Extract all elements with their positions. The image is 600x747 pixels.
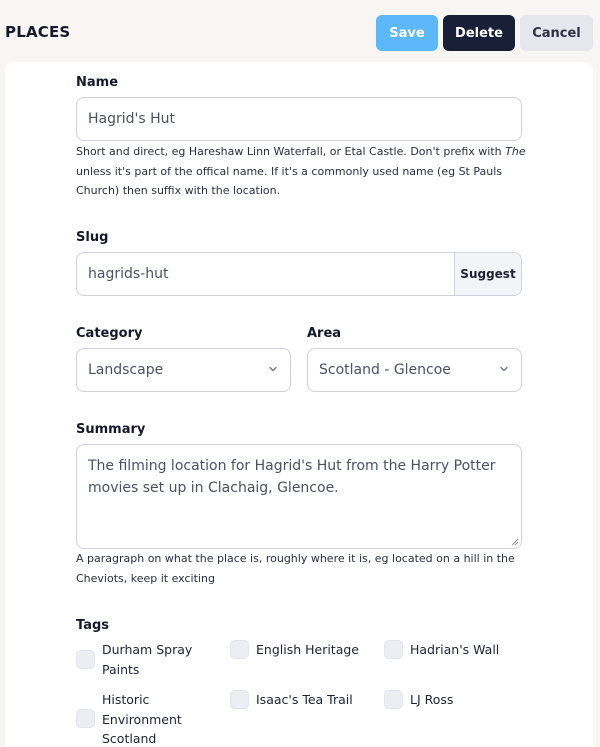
chevron-down-icon bbox=[268, 364, 278, 374]
tag-label: Historic Environment Scotland bbox=[102, 692, 182, 746]
tag-label: LJ Ross bbox=[410, 692, 454, 707]
slug-label: Slug bbox=[76, 230, 109, 245]
tag-label: Durham Spray Paints bbox=[102, 642, 193, 677]
summary-label: Summary bbox=[76, 422, 146, 437]
tag-label: Hadrian's Wall bbox=[410, 642, 500, 657]
tag-checkbox[interactable] bbox=[230, 690, 249, 709]
name-help-emphasis: The bbox=[505, 145, 526, 158]
category-select-value: Landscape bbox=[88, 362, 164, 378]
tag-item[interactable] bbox=[76, 690, 186, 747]
tag-item[interactable] bbox=[384, 640, 534, 660]
slug-input-value: hagrids-hut bbox=[88, 266, 169, 282]
name-label: Name bbox=[76, 75, 119, 90]
tag-item[interactable] bbox=[230, 640, 380, 660]
name-help-part-2: unless it's part of the offical name. If it's a commonly used name (eg St Pauls Church) then suffix with the location. bbox=[76, 164, 502, 197]
tag-checkbox[interactable] bbox=[76, 709, 95, 728]
form-card bbox=[5, 62, 593, 747]
tag-checkbox[interactable] bbox=[230, 640, 249, 659]
name-help-text bbox=[76, 142, 526, 201]
summary-textarea-value: The filming location for Hagrid's Hut from the Harry Potter movies set up in Clachaig, Glencoe. bbox=[88, 458, 496, 496]
tag-checkbox[interactable] bbox=[384, 690, 403, 709]
tag-checkbox[interactable] bbox=[76, 650, 95, 669]
top-bar bbox=[0, 0, 600, 62]
area-select-value: Scotland - Glencoe bbox=[319, 362, 451, 378]
area-label: Area bbox=[307, 326, 342, 341]
category-label: Category bbox=[76, 326, 143, 341]
summary-help-text: A paragraph on what the place is, roughly where it is, eg located on a hill in the Cheviots, keep it exciting bbox=[76, 552, 515, 585]
tag-checkbox[interactable] bbox=[384, 640, 403, 659]
page-title: PLACES bbox=[5, 23, 71, 41]
tag-item[interactable] bbox=[76, 640, 216, 679]
cancel-button[interactable]: Cancel bbox=[520, 15, 593, 51]
category-select[interactable] bbox=[76, 348, 291, 392]
tag-item[interactable] bbox=[384, 690, 534, 710]
tags-label: Tags bbox=[76, 618, 110, 633]
save-button[interactable]: Save bbox=[376, 15, 438, 51]
tag-label: English Heritage bbox=[256, 642, 359, 657]
resize-grip-icon[interactable] bbox=[511, 538, 519, 546]
slug-input[interactable] bbox=[76, 252, 522, 296]
area-select[interactable] bbox=[307, 348, 522, 392]
name-help-part-1: Short and direct, eg Hareshaw Linn Waterfall, or Etal Castle. Don't prefix with bbox=[76, 145, 506, 158]
summary-textarea[interactable] bbox=[76, 444, 522, 549]
tag-item[interactable] bbox=[230, 690, 380, 710]
suggest-button[interactable]: Suggest bbox=[454, 253, 521, 295]
chevron-down-icon bbox=[499, 364, 509, 374]
tag-label: Isaac's Tea Trail bbox=[256, 692, 353, 707]
name-input-value: Hagrid's Hut bbox=[88, 111, 176, 127]
delete-button[interactable]: Delete bbox=[443, 15, 515, 51]
name-input[interactable] bbox=[76, 97, 522, 141]
